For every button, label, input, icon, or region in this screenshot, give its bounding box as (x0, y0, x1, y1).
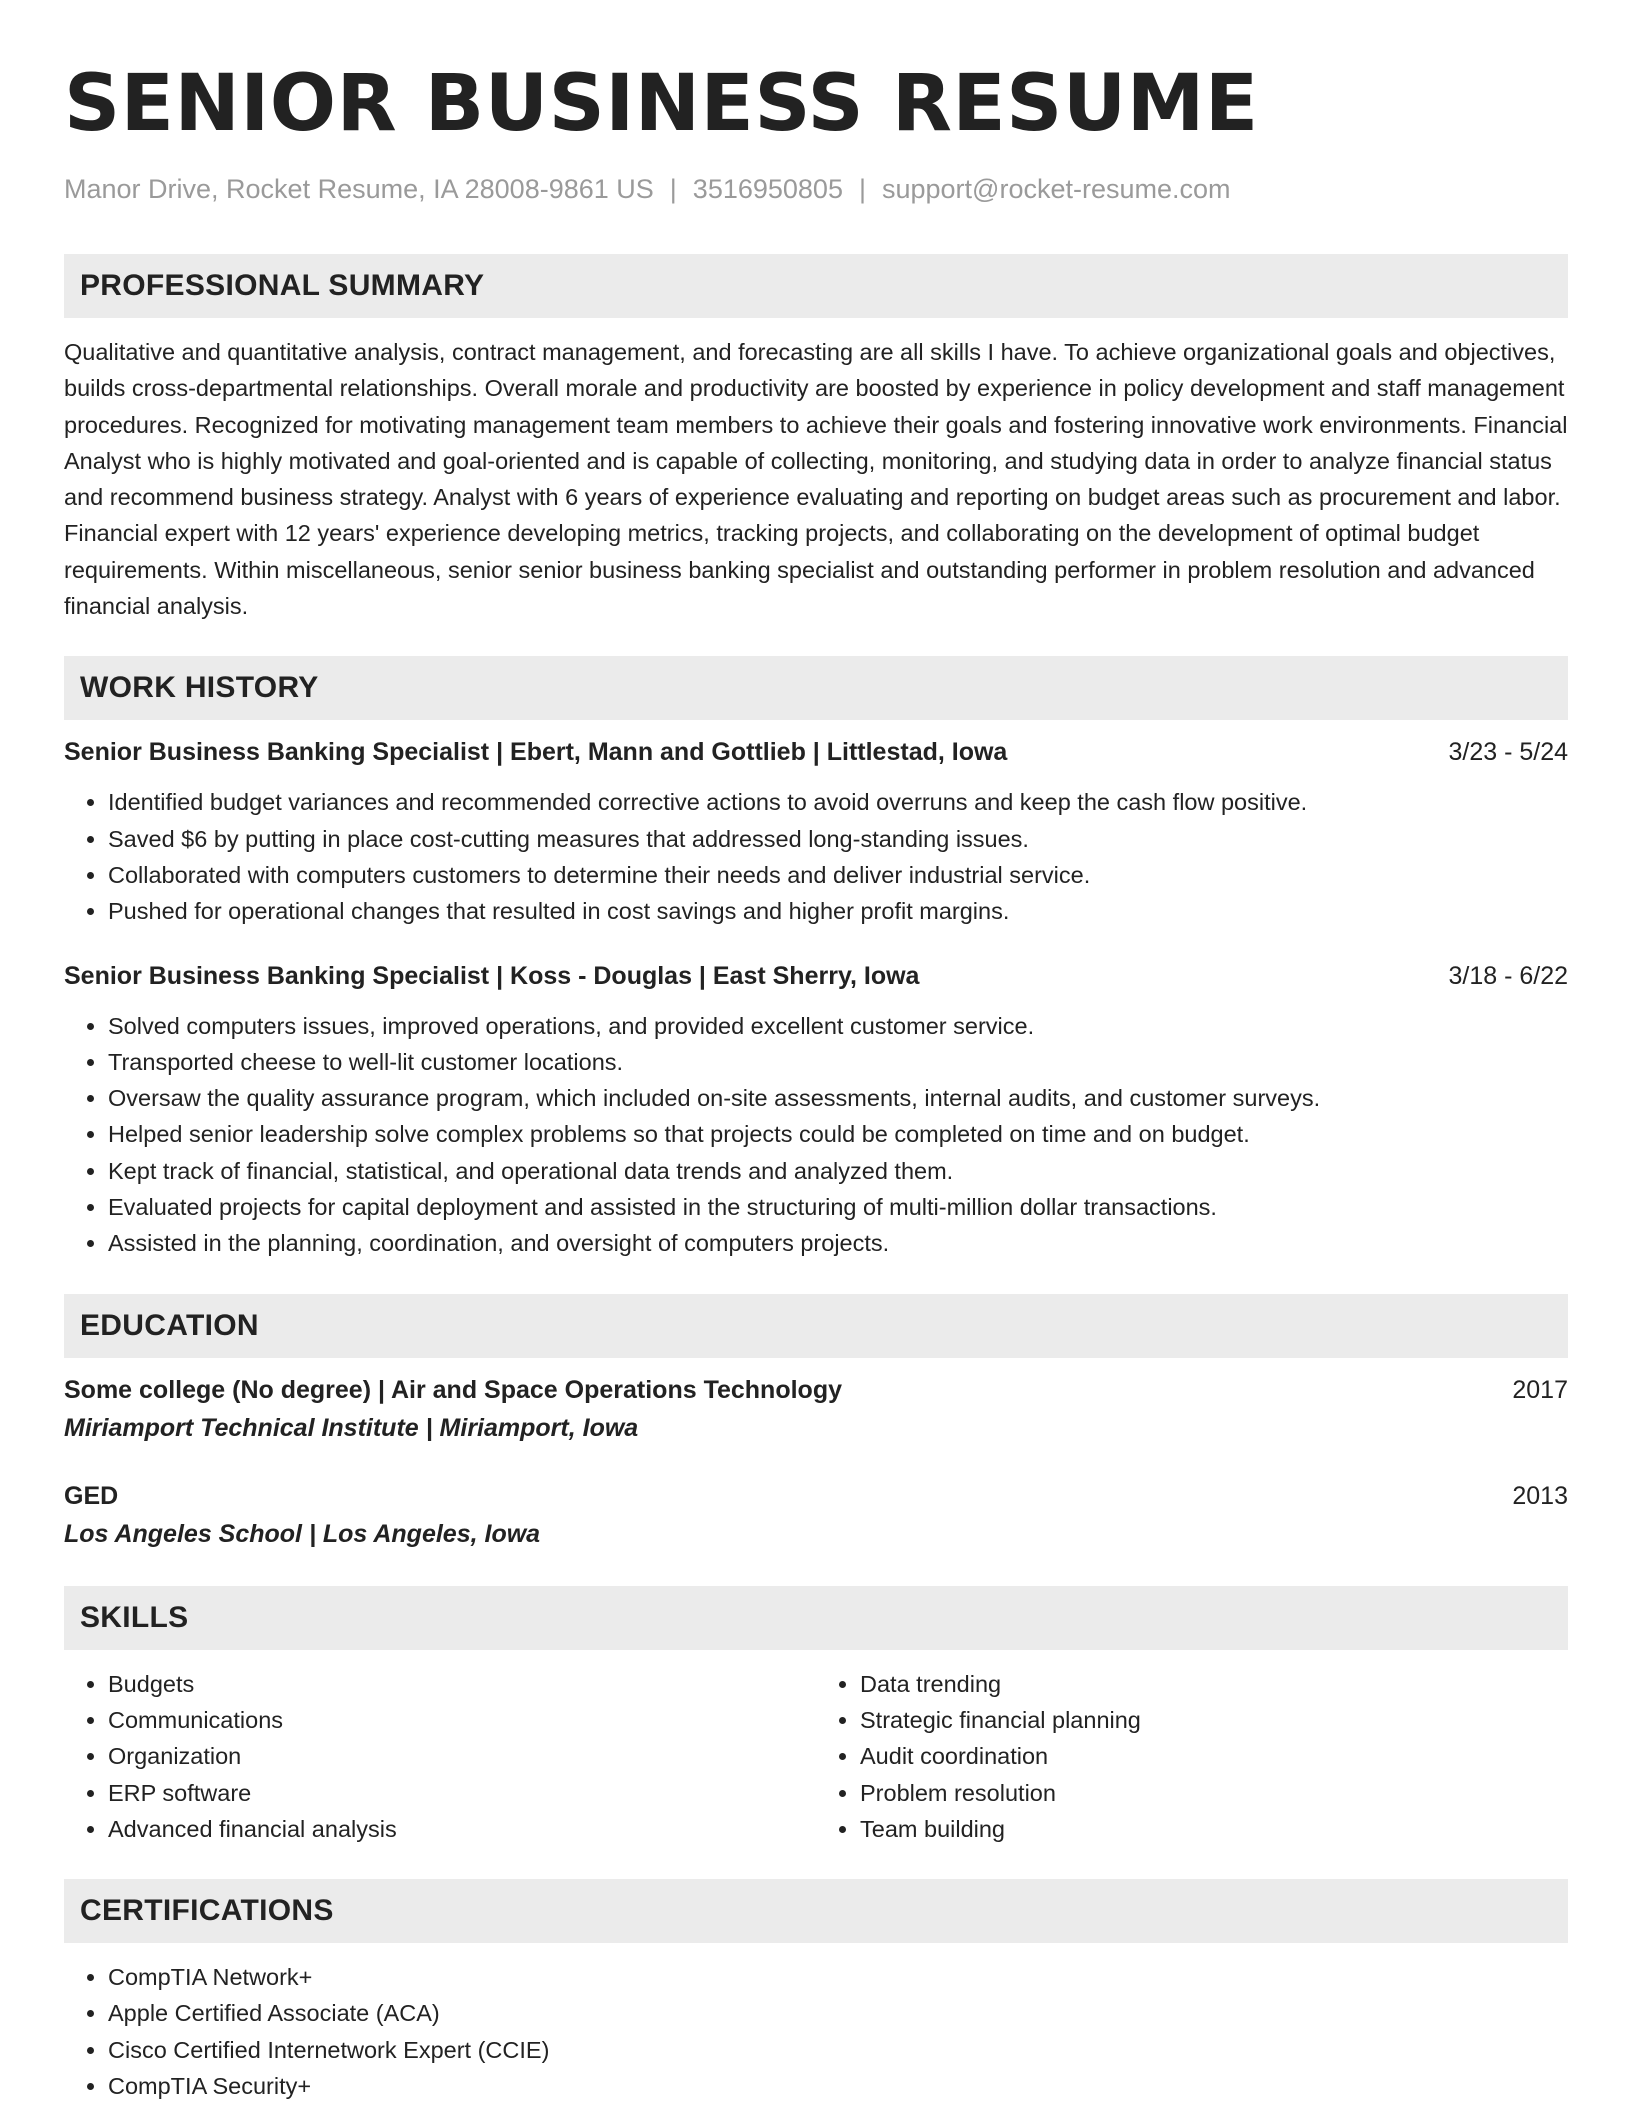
job-bullets (64, 784, 1568, 929)
education-entry (64, 1478, 1568, 1554)
degree-title: GED (64, 1481, 119, 1510)
list-item: • Saved $6 by putting in place cost-cutting measures that addressed long-standing issues. (108, 821, 1568, 857)
list-item: • Kept track of financial, statistical, and operational data trends and analyzed them. (108, 1153, 1568, 1189)
certifications-list (64, 1959, 1568, 2104)
list-item: • Cisco Certified Internetwork Expert (CCIE) (108, 2032, 1568, 2068)
list-item: • Pushed for operational changes that resulted in cost savings and higher profit margins. (108, 893, 1568, 929)
education-year: 2017 (1512, 1375, 1568, 1404)
list-item: • Oversaw the quality assurance program, which included on-site assessments, internal audits, and customer surveys. (108, 1080, 1568, 1116)
list-item: • Communications (108, 1702, 816, 1738)
work-history-heading: WORK HISTORY (64, 656, 1568, 720)
job-title: Senior Business Banking Specialist | Ebert, Mann and Gottlieb | Littlestad, Iowa (64, 738, 1008, 767)
skills-section (64, 1586, 1568, 1847)
phone-text: 3516950805 (692, 174, 843, 204)
skills-heading: SKILLS (64, 1586, 1568, 1650)
certifications-section (64, 1879, 1568, 2104)
list-item: • Budgets (108, 1666, 816, 1702)
certifications-heading: CERTIFICATIONS (64, 1879, 1568, 1943)
list-item: • ERP software (108, 1775, 816, 1811)
degree-title: Some college (No degree) | Air and Space Operations Technology (64, 1375, 842, 1404)
work-history-section (64, 656, 1568, 1261)
list-item: • Helped senior leadership solve complex problems so that projects could be completed on time and on budget. (108, 1116, 1568, 1152)
list-item: • Problem resolution (860, 1775, 1568, 1811)
list-item: • Data trending (860, 1666, 1568, 1702)
job-entry (64, 734, 1568, 929)
list-item: • CompTIA Network+ (108, 1959, 1568, 1995)
job-dates: 3/18 - 6/22 (1448, 961, 1568, 990)
list-item: • Organization (108, 1738, 816, 1774)
separator: | (858, 174, 866, 204)
resume-title: SENIOR BUSINESS RESUME (64, 59, 1259, 149)
email-text: support@rocket-resume.com (881, 174, 1231, 204)
list-item: • Advanced financial analysis (108, 1811, 816, 1847)
education-entry (64, 1372, 1568, 1448)
address-text: Manor Drive, Rocket Resume, IA 28008-9861 US (64, 174, 654, 204)
list-item: • Identified budget variances and recommended corrective actions to avoid overruns and keep the cash flow positive. (108, 784, 1568, 820)
list-item: • Solved computers issues, improved operations, and provided excellent customer service. (108, 1008, 1568, 1044)
job-title: Senior Business Banking Specialist | Koss - Douglas | East Sherry, Iowa (64, 961, 920, 990)
list-item: • CompTIA Security+ (108, 2068, 1568, 2104)
list-item: • Audit coordination (860, 1738, 1568, 1774)
list-item: • Team building (860, 1811, 1568, 1847)
education-heading: EDUCATION (64, 1294, 1568, 1358)
list-item: • Transported cheese to well-lit customer locations. (108, 1044, 1568, 1080)
job-dates: 3/23 - 5/24 (1448, 738, 1568, 767)
job-entry (64, 958, 1568, 1262)
list-item: • Collaborated with computers customers to determine their needs and deliver industrial service. (108, 857, 1568, 893)
school-name: Miriamport Technical Institute | Miriamport, Iowa (64, 1413, 639, 1442)
contact-line (64, 172, 1568, 206)
list-item: • Apple Certified Associate (ACA) (108, 1995, 1568, 2031)
summary-text: Qualitative and quantitative analysis, contract management, and forecasting are all skills I have. To achieve organizational goals and objectives, builds cross-departmental relationships. Overall morale and productivity are boosted by experience in policy development and staff management procedures. Recognized for motivating management team members to achieve their goals and fostering innovative work environments. Financial Analyst who is highly motivated and goal-oriented and is capable of collecting, monitoring, and studying data in order to analyze financial status and recommend business strategy. Analyst with 6 years of experience evaluating and reporting on budget areas such as procurement and labor. Financial expert with 12 years' experience developing metrics, tracking projects, and collaborating on the development of optimal budget requirements. Within miscellaneous, senior senior business banking specialist and outstanding performer in problem resolution and advanced financial analysis. (64, 339, 1568, 620)
list-item: • Strategic financial planning (860, 1702, 1568, 1738)
school-name: Los Angeles School | Los Angeles, Iowa (64, 1519, 541, 1548)
list-item: • Assisted in the planning, coordination, and oversight of computers projects. (108, 1225, 1568, 1261)
skills-list-left (64, 1666, 816, 1847)
summary-heading: PROFESSIONAL SUMMARY (64, 254, 1568, 318)
skills-columns (64, 1666, 1568, 1847)
separator: | (669, 174, 677, 204)
education-year: 2013 (1512, 1481, 1568, 1510)
education-section (64, 1294, 1568, 1554)
list-item: • Evaluated projects for capital deployment and assisted in the structuring of multi-million dollar transactions. (108, 1189, 1568, 1225)
job-bullets (64, 1008, 1568, 1262)
skills-list-right (816, 1666, 1568, 1847)
